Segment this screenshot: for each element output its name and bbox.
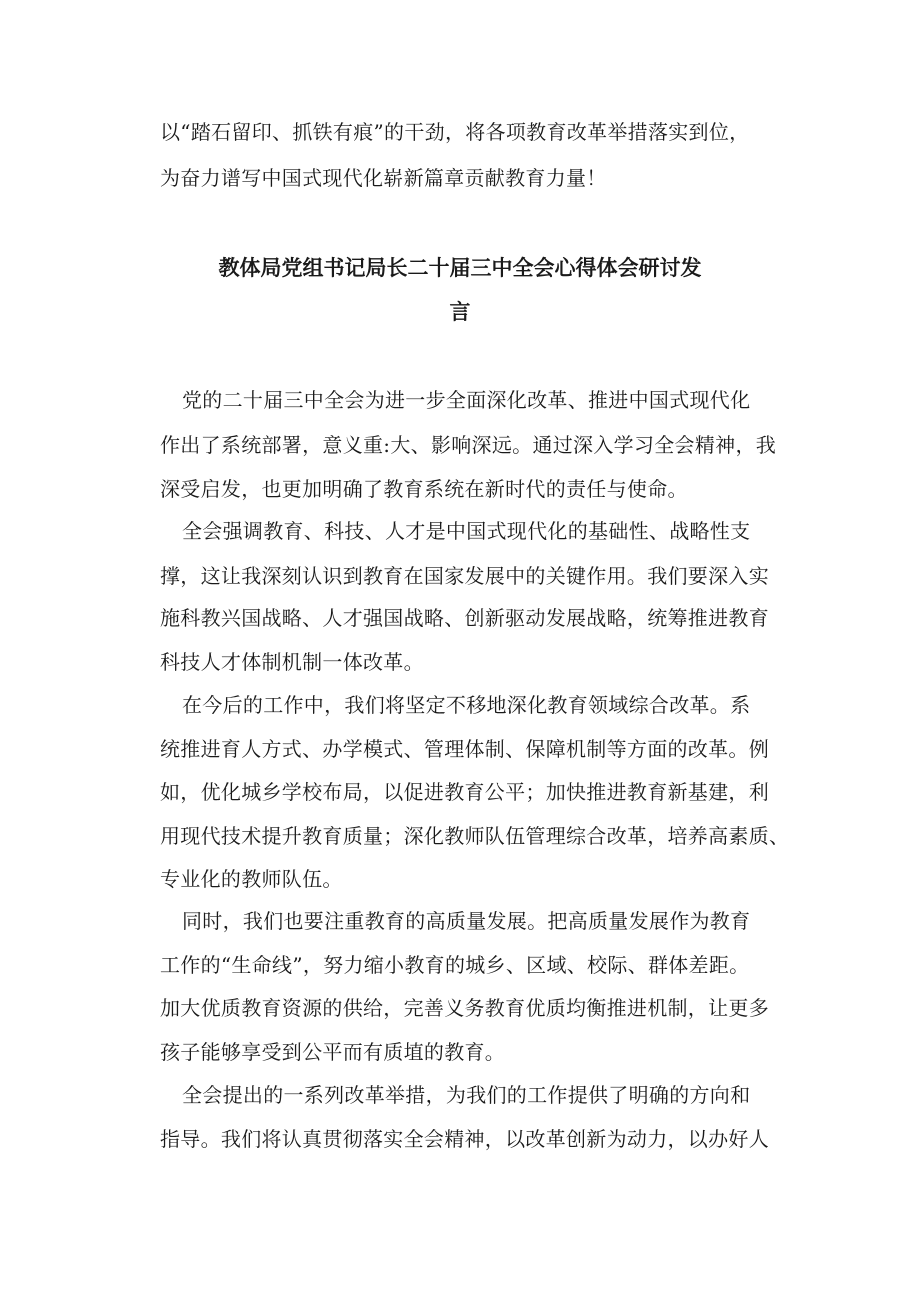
paragraph-2-line-4: 科技人才体制机制一体改革。 bbox=[160, 650, 424, 674]
paragraph-2-line-3: 施科教兴国战略、人才强国战略、创新驱动发展战略，统筹推进教育 bbox=[160, 606, 769, 630]
paragraph-2-line-1: 全会强调教育、科技、人才是中国式现代化的基础性、战略性支 bbox=[182, 519, 751, 543]
paragraph-2-line-2: 撑，这让我深刻认识到教育在国家发展中的关键作用。我们要深入实 bbox=[160, 564, 769, 588]
article-title-line-1: 教体局党组书记局长二十届三中全会心得体会研讨发 bbox=[218, 256, 702, 280]
paragraph-3-line-4: 用现代技术提升教育质量；深化教师队伍管理综合改革，培养高素质、 bbox=[160, 824, 790, 848]
paragraph-4-line-1: 同时，我们也要注重教育的高质量发展。把高质量发展作为教育 bbox=[182, 909, 751, 933]
paragraph-3-line-3: 如，优化城乡学校布局，以促进教育公平；加快推进教育新基建，利 bbox=[160, 780, 769, 804]
paragraph-4-line-4: 孩子能够享受到公平而有质埴的教育。 bbox=[160, 1040, 506, 1064]
intro-line-1: 以“踏石留印、抓铁有痕”的干劲，将各项教育改革举措落实到位， bbox=[160, 120, 750, 144]
paragraph-1-line-3: 深受启发，也更加明确了教育系统在新时代的责任与使命。 bbox=[160, 477, 688, 501]
paragraph-5-line-1: 全会提出的一系列改革举措，为我们的工作提供了明确的方向和 bbox=[182, 1083, 751, 1107]
paragraph-5-line-2: 指导。我们将认真贯彻落实全会精神，以改革创新为动力，以办好人 bbox=[160, 1127, 769, 1151]
paragraph-1-line-1: 党的二十届三中全会为进一步全面深化改革、推进中国式现代化 bbox=[182, 388, 751, 412]
paragraph-3-line-5: 专业化的教师队伍。 bbox=[160, 867, 343, 891]
paragraph-4-line-3: 加大优质教育资源的供给，完善义务教育优质均衡推进机制，让更多 bbox=[160, 996, 769, 1020]
paragraph-3-line-2: 统推进育人方式、办学模式、管理体制、保障机制等方面的改革。例 bbox=[160, 737, 769, 761]
paragraph-3-line-1: 在今后的工作中，我们将坚定不移地深化教育领域综合改革。系 bbox=[182, 693, 751, 717]
paragraph-1-line-2: 作出了系统部署，意义重:大、影响深远。通过深入学习全会精神，我 bbox=[160, 433, 777, 457]
article-title-line-2: 言 bbox=[449, 300, 471, 324]
intro-line-2: 为奋力谱写中国式现代化崭新篇章贡献教育力量！ bbox=[160, 166, 607, 190]
paragraph-4-line-2: 工作的“生命线”，努力缩小教育的城乡、区域、校际、群体差距。 bbox=[160, 953, 750, 977]
